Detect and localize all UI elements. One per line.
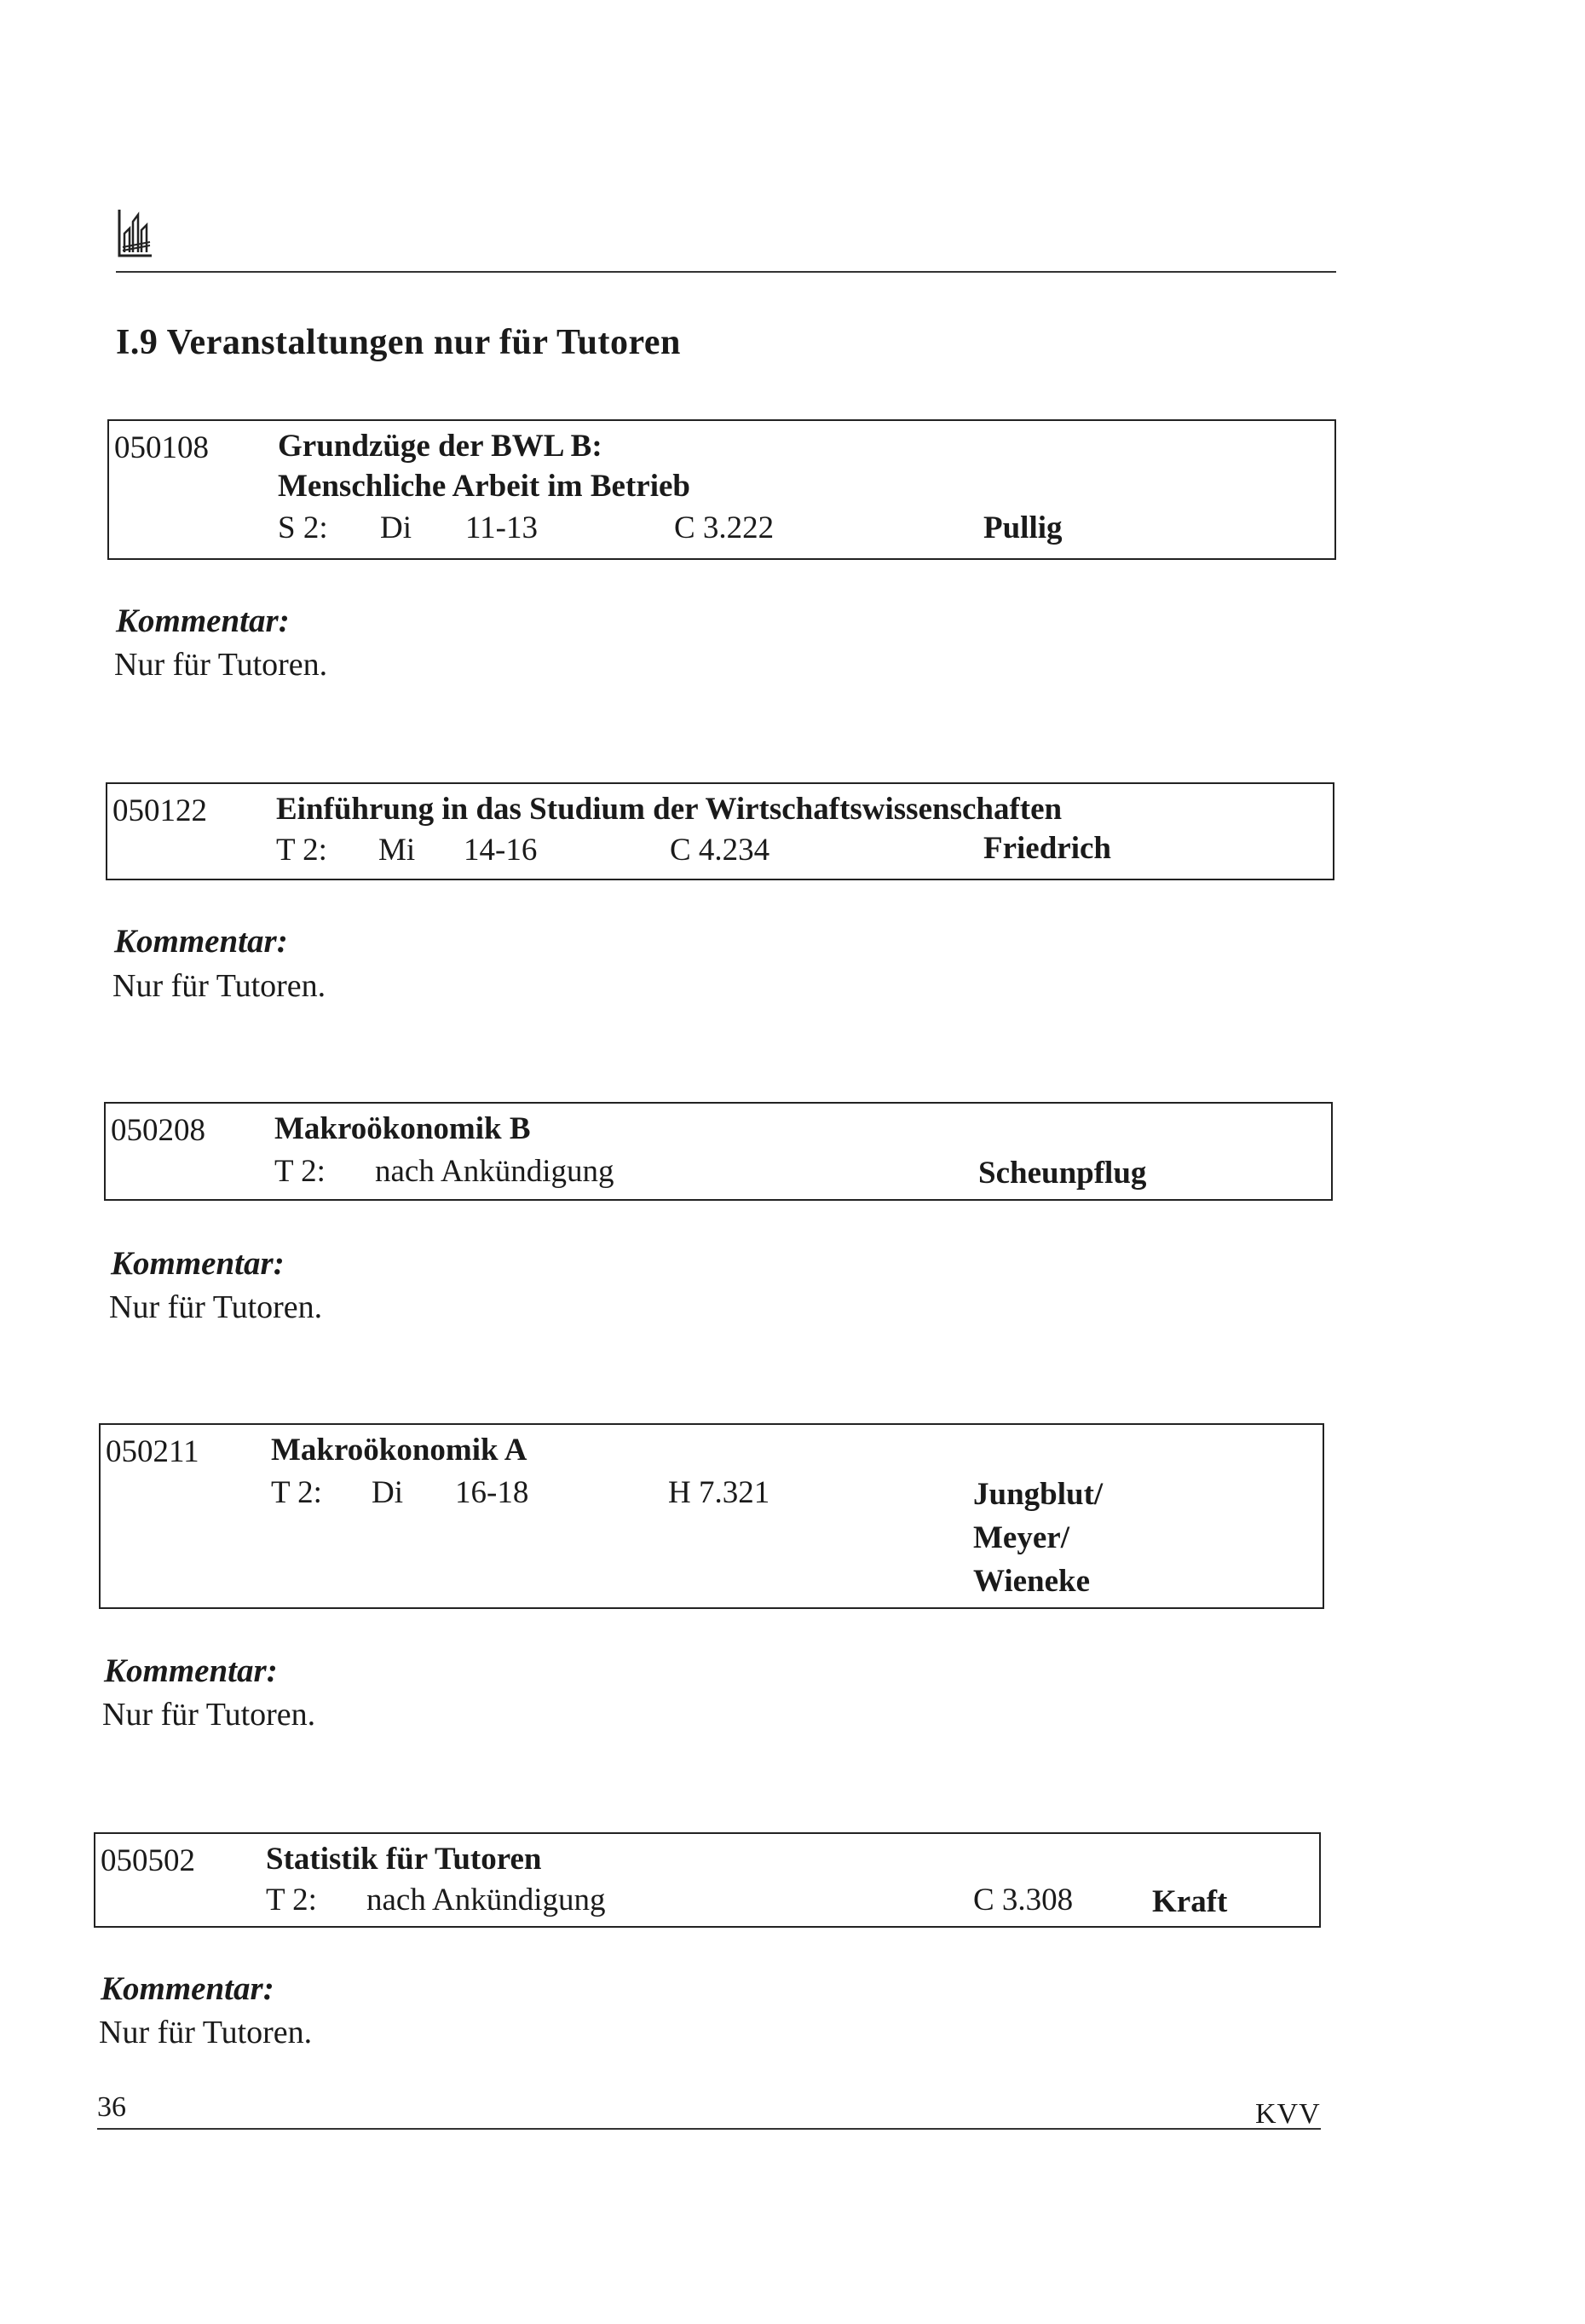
course-number: 050211 [106, 1434, 199, 1469]
university-logo-icon [116, 205, 155, 261]
course-number: 050502 [101, 1843, 195, 1878]
course-lecturer: Friedrich [983, 831, 1112, 866]
course-title-line-1: Statistik für Tutoren [266, 1842, 542, 1877]
course-box-050211 [99, 1423, 1324, 1609]
course-schedule: nach Ankündigung [366, 1883, 606, 1917]
footer-rule [97, 2128, 1321, 2130]
course-number: 050208 [111, 1113, 205, 1148]
comment-label: Kommentar: [116, 603, 290, 639]
course-room: H 7.321 [668, 1475, 770, 1510]
course-box-050208 [104, 1102, 1333, 1201]
course-type: S 2: [278, 510, 328, 545]
course-lecturer-2: Meyer/ [973, 1520, 1069, 1555]
course-box-050502 [94, 1832, 1321, 1928]
course-time: 16-18 [455, 1475, 529, 1510]
course-room: C 3.222 [674, 510, 775, 545]
comment-label: Kommentar: [111, 1245, 285, 1282]
course-type: T 2: [274, 1154, 326, 1189]
header-rule [116, 271, 1336, 273]
course-day: Di [380, 510, 412, 545]
comment-text: Nur für Tutoren. [102, 1697, 316, 1733]
course-room: C 3.308 [973, 1883, 1074, 1917]
course-number: 050108 [114, 430, 209, 465]
course-day: Mi [378, 833, 416, 868]
footer-label: KVV [1255, 2098, 1321, 2130]
comment-text: Nur für Tutoren. [109, 1289, 323, 1325]
comment-text: Nur für Tutoren. [112, 968, 326, 1004]
course-day: Di [372, 1475, 403, 1510]
course-title-line-1: Makroökonomik A [271, 1433, 527, 1468]
course-time: 14-16 [464, 833, 538, 868]
comment-text: Nur für Tutoren. [99, 2015, 313, 2050]
comment-label: Kommentar: [114, 923, 288, 960]
course-box-050108 [107, 419, 1336, 560]
course-type: T 2: [271, 1475, 322, 1510]
course-title-line-1: Einführung in das Studium der Wirtschaftswissenschaften [276, 792, 1063, 827]
page-number: 36 [97, 2091, 126, 2123]
course-title-line-2: Menschliche Arbeit im Betrieb [278, 469, 690, 504]
comment-text: Nur für Tutoren. [114, 647, 328, 683]
course-title-line-1: Grundzüge der BWL B: [278, 429, 602, 464]
section-title: I.9 Veranstaltungen nur für Tutoren [116, 323, 681, 362]
course-lecturer-1: Jungblut/ [973, 1477, 1104, 1512]
course-type: T 2: [276, 833, 327, 868]
course-lecturer: Pullig [983, 510, 1063, 545]
course-type: T 2: [266, 1883, 317, 1917]
course-title-line-1: Makroökonomik B [274, 1111, 531, 1146]
course-lecturer-3: Wieneke [973, 1564, 1091, 1599]
course-lecturer: Kraft [1152, 1884, 1228, 1919]
course-time: 11-13 [465, 510, 538, 545]
course-box-050122 [106, 782, 1334, 880]
comment-label: Kommentar: [101, 1970, 274, 2007]
course-lecturer: Scheunpflug [978, 1156, 1147, 1191]
course-number: 050122 [112, 793, 207, 828]
course-schedule: nach Ankündigung [375, 1154, 614, 1189]
comment-label: Kommentar: [104, 1652, 278, 1689]
course-room: C 4.234 [670, 833, 770, 868]
